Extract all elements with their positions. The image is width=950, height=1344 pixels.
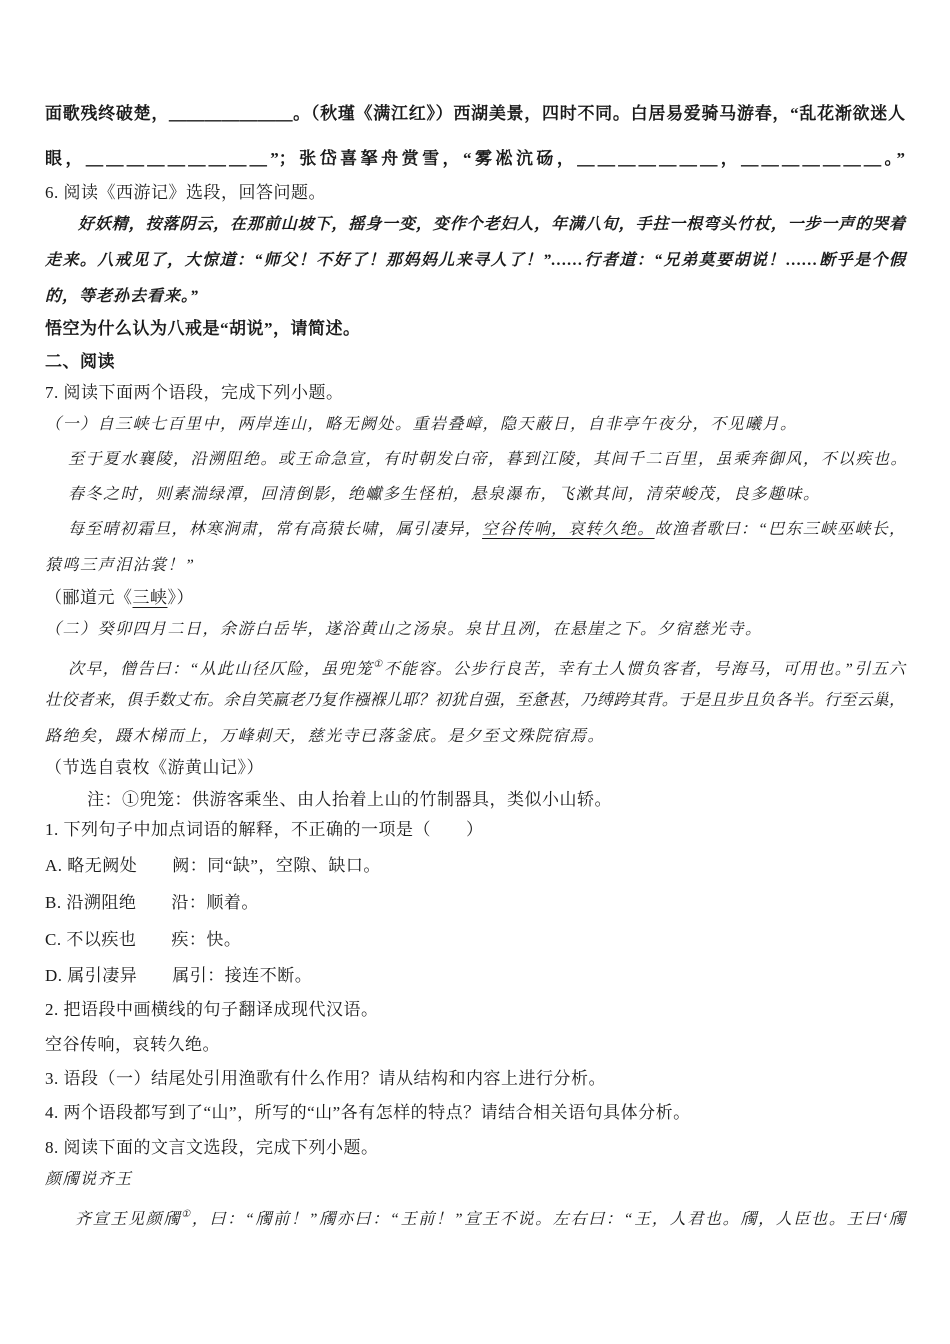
passage-1-line-4-pre: 每至晴初霜旦，林寒涧肃，常有高猿长啸，属引凄异， [68, 521, 483, 538]
passage-2-source: （节选自袁枚《游黄山记》） [45, 758, 264, 777]
passage-3-line-1 [75, 1204, 905, 1231]
question-6-prompt: 悟空为什么认为八戒是“胡说”，请简述。 [45, 319, 361, 338]
passage-2-footnote: 注：①兜笼：供游客乘坐、由人抬着上山的竹制器具，类似小山轿。 [87, 790, 612, 809]
underlined-sentence: 空谷传响，哀转久绝。 [482, 521, 655, 538]
question-6-label: 6. 阅读《西游记》选段，回答问题。 [45, 183, 326, 202]
passage-3-title: 颜斶说齐王 [45, 1171, 133, 1188]
option-b: B. 沿溯阻绝 沿：顺着。 [45, 893, 259, 912]
sub-question-2-label: 2. 把语段中画横线的句子翻译成现代汉语。 [45, 1000, 379, 1019]
passage-1-line-4-post: 故渔者歌曰：“巴东三峡巫峡长， [654, 521, 905, 538]
passage-2-line-3: 壮佼者来，俱手数丈布。余自笑羸老乃复作襁褓儿耶？初犹自强，至惫甚，乃缚跨其背。于是且步且负各半。行至云巢， [45, 692, 905, 709]
sub-question-1-label: 1. 下列句子中加点词语的解释，不正确的一项是（ ） [45, 820, 484, 839]
passage-2-line-2 [68, 654, 905, 681]
xiyouji-excerpt-line-3: 的，等老孙去看来。” [45, 288, 200, 305]
option-a: A. 略无阙处 阙：同“缺”，空隙、缺口。 [45, 856, 381, 875]
passage-2-line-2-pre: 次早，僧告曰：“从此山径仄险，虽兜笼 [68, 661, 374, 678]
dictation-line-2: 眼，＿＿＿＿＿＿＿＿＿”；张岱喜拏舟赏雪，“雾凇沆砀，＿＿＿＿＿＿＿，＿＿＿＿＿＿＿。” [45, 149, 905, 168]
xiyouji-excerpt-line-2: 走来。八戒见了，大惊道：“师父！不好了！那妈妈儿来寻人了！”……行者道：“兄弟莫要胡说！……断乎是个假 [45, 252, 905, 269]
passage-1-line-3: 春冬之时，则素湍绿潭，回清倒影，绝巘多生怪柏，悬泉瀑布，飞漱其间，清荣峻茂，良多趣味。 [68, 486, 821, 503]
passage-1-line-1: （一）自三峡七百里中，两岸连山，略无阙处。重岩叠嶂，隐天蔽日，自非亭午夜分，不见曦月。 [45, 416, 798, 433]
passage-2-line-1: （二）癸卯四月二日，余游白岳毕，遂浴黄山之汤泉。泉甘且冽，在悬崖之下。夕宿慈光寺。 [45, 621, 763, 638]
option-c: C. 不以疾也 疾：快。 [45, 930, 242, 949]
passage-1-line-4 [68, 519, 905, 541]
option-d: D. 属引凄异 属引：接连不断。 [45, 966, 313, 985]
footnote-mark-2: ① [181, 1209, 192, 1220]
sub-question-4-label: 4. 两个语段都写到了“山”，所写的“山”各有怎样的特点？请结合相关语句具体分析。 [45, 1103, 691, 1122]
sub-question-2-sentence: 空谷传响，哀转久绝。 [45, 1035, 220, 1054]
passage-1-source [45, 587, 194, 609]
footnote-mark-1: ① [373, 659, 384, 670]
sub-question-3-label: 3. 语段（一）结尾处引用渔歌有什么作用？请从结构和内容上进行分析。 [45, 1069, 606, 1088]
dictation-line-1: 面歌残终破楚，＿＿＿＿＿＿＿。（秋瑾《满江红》）西湖美景，四时不同。白居易爱骑马游春，“乱花渐欲迷人 [45, 104, 905, 123]
passage-3-line-1-post: ，曰：“斶前！”斶亦曰：“王前！”宣王不说。左右曰：“王，人君也。斶，人臣也。王曰‘斶 [191, 1211, 905, 1228]
question-8-label: 8. 阅读下面的文言文选段，完成下列小题。 [45, 1138, 379, 1157]
source-title: 三峡 [132, 588, 168, 607]
passage-1-line-2: 至于夏水襄陵，沿溯阻绝。或王命急宣，有时朝发白帝，暮到江陵，其间千二百里，虽乘奔御风，不以疾也。 [68, 451, 909, 468]
question-7-label: 7. 阅读下面两个语段，完成下列小题。 [45, 383, 344, 402]
passage-3-line-1-pre: 齐宣王见颜斶 [75, 1211, 182, 1228]
passage-2-line-2-post: 不能容。公步行良苦，幸有土人惯负客者，号海马，可用也。”引五六 [383, 661, 906, 678]
source-suffix: 》） [167, 588, 194, 607]
source-pre: （郦道元《 [45, 588, 133, 607]
passage-2-line-4: 路绝矣，蹑木梯而上，万峰刺天，慈光寺已落釜底。是夕至文殊院宿焉。 [45, 728, 606, 745]
xiyouji-excerpt-line-1: 好妖精，按落阴云，在那前山坡下，摇身一变，变作个老妇人，年满八旬，手拄一根弯头竹杖，一步一声的哭着 [78, 216, 905, 233]
section-2-heading: 二、阅读 [45, 352, 115, 371]
passage-1-line-5: 猿鸣三声泪沾裳！” [45, 557, 196, 574]
